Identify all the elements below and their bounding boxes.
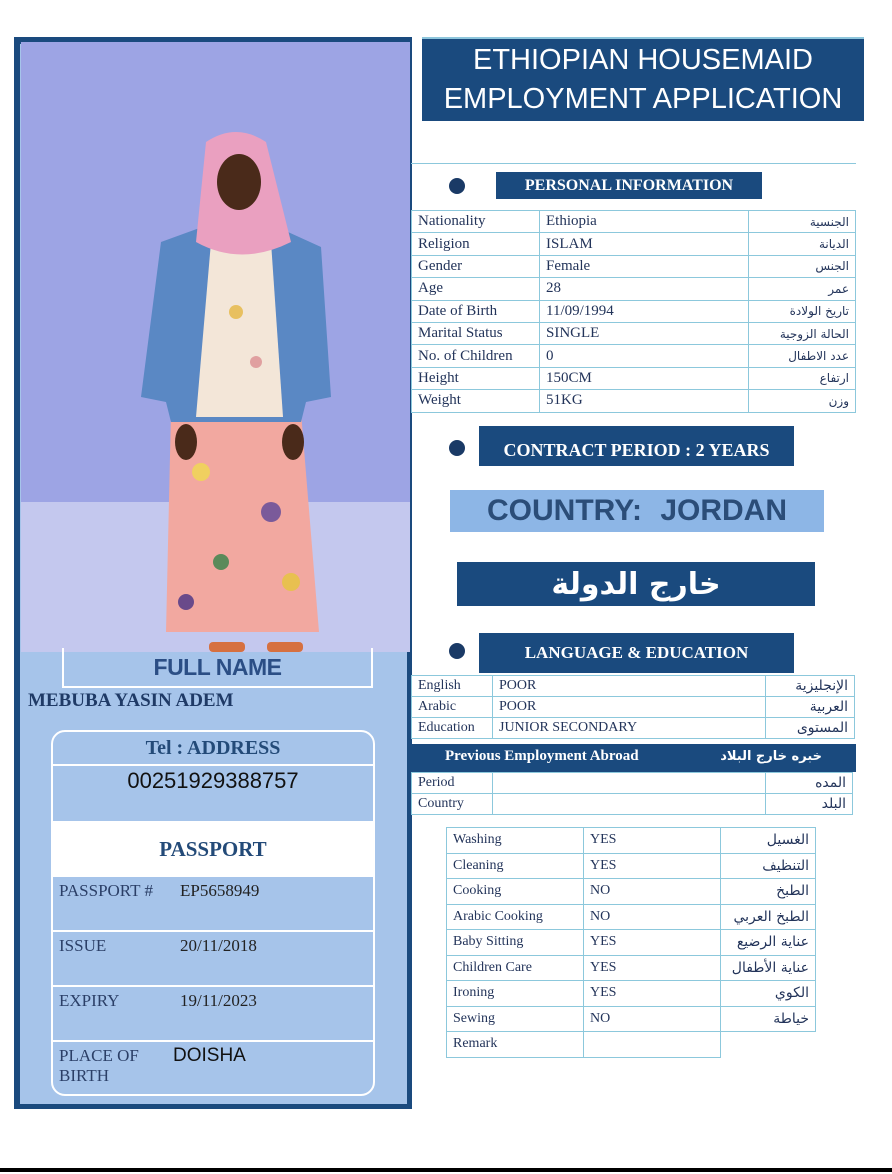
row-value: NO (584, 904, 721, 930)
place-of-birth-row (53, 1042, 373, 1096)
full-name-value: MEBUBA YASIN ADEM (28, 690, 234, 711)
table-row (412, 390, 856, 412)
row-arabic: وزن (749, 390, 856, 412)
bullet-icon (449, 178, 465, 194)
row-label: Period (412, 773, 493, 794)
row-label: Weight (412, 390, 540, 412)
row-value: 28 (540, 278, 749, 300)
table-row (412, 345, 856, 367)
table-row (412, 773, 853, 794)
tel-address-label: Tel : ADDRESS (53, 732, 373, 766)
previous-employment-table (411, 772, 853, 815)
row-value: NO (584, 1006, 721, 1032)
row-value: Female (540, 255, 749, 277)
personal-info-table (411, 210, 856, 413)
passport-expiry-label: EXPIRY (59, 991, 120, 1010)
row-arabic: الجنس (749, 255, 856, 277)
row-label: Washing (447, 828, 584, 854)
language-table (411, 675, 855, 739)
country-arabic-label: خارج الدولة (457, 562, 815, 606)
table-row (412, 278, 856, 300)
row-value: POOR (493, 676, 766, 697)
row-arabic: التنظيف (721, 853, 816, 879)
row-label: Nationality (412, 211, 540, 233)
bullet-icon (449, 643, 465, 659)
row-arabic: تاريخ الولادة (749, 300, 856, 322)
language-education-heading: LANGUAGE & EDUCATION (479, 633, 794, 673)
contract-period: CONTRACT PERIOD : 2 YEARS (479, 426, 794, 466)
divider (411, 163, 856, 164)
row-arabic: ارتفاع (749, 367, 856, 389)
title-line-2: EMPLOYMENT APPLICATION (443, 83, 843, 115)
row-value: YES (584, 930, 721, 956)
row-arabic: خياطة (721, 1006, 816, 1032)
row-value: NO (584, 879, 721, 905)
row-value: YES (584, 828, 721, 854)
full-name-box (62, 648, 373, 688)
row-arabic: البلد (766, 794, 853, 815)
skills-table (446, 827, 816, 1058)
remark-label: Remark (447, 1032, 584, 1058)
table-row (447, 853, 816, 879)
contact-passport-card (51, 730, 375, 1096)
applicant-figure (21, 42, 410, 652)
previous-employment-arabic: خبره خارج البلاد (720, 749, 822, 764)
passport-expiry-row (53, 987, 373, 1042)
row-arabic: الديانة (749, 233, 856, 255)
row-value: 11/09/1994 (540, 300, 749, 322)
passport-number-row (53, 877, 373, 932)
remark-row (447, 1032, 816, 1058)
row-arabic: الجنسية (749, 211, 856, 233)
table-row (412, 211, 856, 233)
row-label: Cooking (447, 879, 584, 905)
row-value: POOR (493, 697, 766, 718)
row-arabic: الحالة الزوجية (749, 322, 856, 344)
row-value (493, 773, 766, 794)
passport-issue-label: ISSUE (59, 936, 107, 955)
bullet-icon (449, 440, 465, 456)
table-row (447, 955, 816, 981)
passport-number-value: EP5658949 (180, 881, 260, 900)
table-row (412, 794, 853, 815)
row-arabic: الطبخ (721, 879, 816, 905)
remark-value (584, 1032, 721, 1058)
row-label: Gender (412, 255, 540, 277)
passport-heading: PASSPORT (53, 821, 373, 877)
row-arabic: الطبخ العربي (721, 904, 816, 930)
row-label: Education (412, 718, 493, 739)
table-row (412, 718, 855, 739)
tel-value: 00251929388757 (127, 768, 299, 793)
passport-expiry-value: 19/11/2023 (180, 991, 257, 1010)
row-arabic: الإنجليزية (766, 676, 855, 697)
passport-issue-row (53, 932, 373, 987)
place-of-birth-value: DOISHA (173, 1045, 246, 1066)
table-row (447, 930, 816, 956)
row-value: Ethiopia (540, 211, 749, 233)
row-value: YES (584, 955, 721, 981)
row-label: Religion (412, 233, 540, 255)
passport-number-label: PASSPORT # (59, 881, 153, 900)
row-label: Baby Sitting (447, 930, 584, 956)
table-row (447, 879, 816, 905)
bottom-rule (0, 1168, 892, 1172)
table-row (412, 676, 855, 697)
application-title (422, 37, 864, 121)
row-label: Cleaning (447, 853, 584, 879)
row-arabic: المستوى (766, 718, 855, 739)
applicant-photo (21, 42, 410, 652)
row-arabic: عدد الاطفال (749, 345, 856, 367)
row-value: YES (584, 981, 721, 1007)
row-label: Date of Birth (412, 300, 540, 322)
row-value (493, 794, 766, 815)
personal-info-heading: PERSONAL INFORMATION (496, 172, 762, 199)
table-row (412, 367, 856, 389)
row-label: Age (412, 278, 540, 300)
title-line-1: ETHIOPIAN HOUSEMAID (473, 44, 813, 76)
row-arabic: الغسيل (721, 828, 816, 854)
table-row (412, 255, 856, 277)
table-row (447, 828, 816, 854)
row-value: 0 (540, 345, 749, 367)
row-value: SINGLE (540, 322, 749, 344)
row-label: Arabic Cooking (447, 904, 584, 930)
passport-issue-value: 20/11/2018 (180, 936, 257, 955)
row-arabic: عمر (749, 278, 856, 300)
row-value: YES (584, 853, 721, 879)
row-label: Marital Status (412, 322, 540, 344)
table-row (412, 697, 855, 718)
row-arabic: العربية (766, 697, 855, 718)
row-arabic: الكوي (721, 981, 816, 1007)
place-of-birth-label: PLACE OF BIRTH (59, 1046, 139, 1085)
row-value: ISLAM (540, 233, 749, 255)
table-row (412, 300, 856, 322)
row-label: Arabic (412, 697, 493, 718)
previous-employment-label: Previous Employment Abroad (445, 748, 639, 764)
empty-cell (721, 1032, 816, 1058)
row-label: Ironing (447, 981, 584, 1007)
row-label: Height (412, 367, 540, 389)
country-label: COUNTRY: JORDAN (450, 490, 824, 532)
row-label: Children Care (447, 955, 584, 981)
table-row (412, 233, 856, 255)
previous-employment-heading (409, 744, 856, 772)
row-arabic: المده (766, 773, 853, 794)
table-row (447, 981, 816, 1007)
table-row (447, 904, 816, 930)
row-arabic: عناية الرضيع (721, 930, 816, 956)
row-arabic: عناية الأطفال (721, 955, 816, 981)
row-value: 150CM (540, 367, 749, 389)
table-row (412, 322, 856, 344)
full-name-label: FULL NAME (153, 653, 282, 680)
row-label: English (412, 676, 493, 697)
row-value: 51KG (540, 390, 749, 412)
row-label: Sewing (447, 1006, 584, 1032)
table-row (447, 1006, 816, 1032)
row-value: JUNIOR SECONDARY (493, 718, 766, 739)
row-label: No. of Children (412, 345, 540, 367)
row-label: Country (412, 794, 493, 815)
